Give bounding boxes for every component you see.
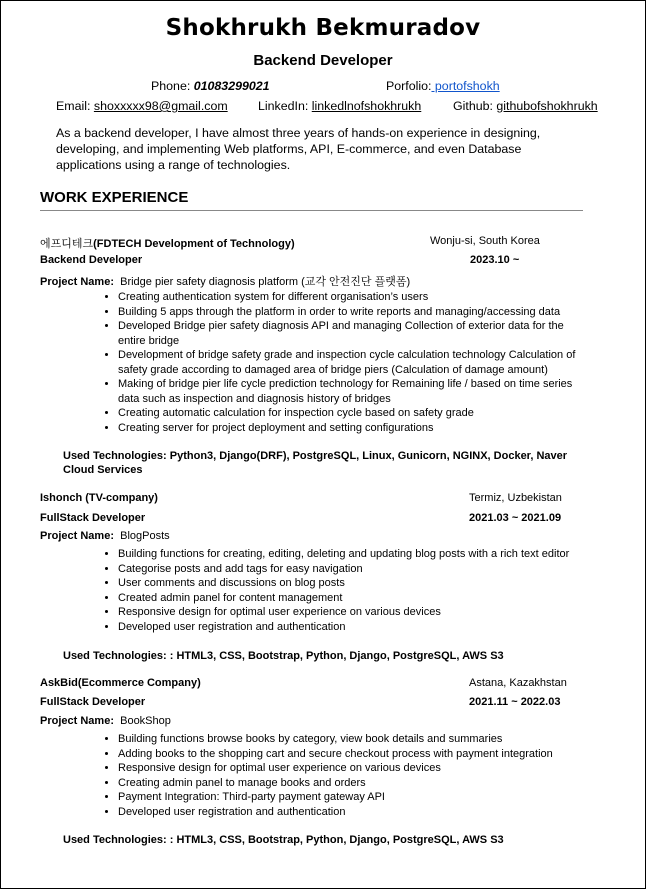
project-name: Bridge pier safety diagnosis platform (교각 안전진단 플랫폼) (120, 276, 411, 288)
used-technologies (63, 833, 568, 847)
job-dates: 2021.03 ~ 2021.09 (469, 512, 562, 524)
portfolio-line (386, 79, 500, 93)
project-line: Project Name: BookShop (40, 715, 171, 727)
tech-label: Used Technologies: (63, 650, 167, 662)
project-label: Project Name (40, 530, 111, 542)
section-title-work-experience: WORK EXPERIENCE (40, 189, 189, 206)
job-location: Astana, Kazakhstan (469, 677, 567, 689)
list-item: • Payment Integration: Third-party payment gateway API (118, 790, 588, 805)
portfolio-link[interactable]: portofshokh (431, 79, 500, 93)
list-item: • Created admin panel for content management (118, 591, 588, 606)
job-dates: 2021.11 ~ 2022.03 (469, 696, 561, 708)
job-location: Wonju-si, South Korea (430, 235, 540, 247)
project-label: Project Name (40, 715, 111, 727)
used-technologies (63, 449, 568, 477)
list-item: • Making of bridge pier life cycle prediction technology for Remaining life / based on time series data such as inspection and diagnosis history of bridges (118, 377, 588, 406)
tech-value: Python3, Django(DRF), PostgreSQL, Linux, Gunicorn, NGINX, Docker, Naver Cloud Services (63, 450, 568, 476)
tech-label: Used Technologies: (63, 834, 167, 846)
phone-value: 01083299021 (193, 79, 270, 93)
list-item: • Creating server for project deployment and setting configurations (118, 421, 588, 436)
list-item: • Development of bridge safety grade and inspection cycle calculation technology Calculation of safety grade according to damaged area of bridge piers (Calculation of damage amount) (118, 348, 588, 377)
job-position: FullStack Developer (40, 512, 146, 524)
linkedin-link[interactable]: linkedlnofshokhrukh (311, 99, 422, 113)
job-bullet-list (100, 732, 588, 819)
github-link[interactable]: githubofshokhrukh (496, 99, 598, 113)
list-item: • Creating authentication system for different organisation’s users (118, 290, 588, 305)
job-position: FullStack Developer (40, 696, 146, 708)
list-item: • Building 5 apps through the platform in order to write reports and managing/accessing data (118, 305, 588, 320)
email-link[interactable]: shoxxxxx98@gmail.com (93, 99, 228, 113)
list-item: • Developed Bridge pier safety diagnosis API and managing Collection of exterior data for the entire bridge (118, 319, 588, 348)
job-position: Backend Developer (40, 254, 143, 266)
job-location: Termiz, Uzbekistan (469, 492, 562, 504)
tech-label: Used Technologies: (63, 450, 167, 462)
project-name: BlogPosts (120, 530, 170, 542)
github-label: Github: (453, 99, 493, 113)
list-item: • Creating admin panel to manage books and orders (118, 776, 588, 791)
list-item: • User comments and discussions on blog posts (118, 576, 588, 591)
email-line (56, 99, 228, 113)
linkedin-label: LinkedIn: (258, 99, 309, 113)
list-item: • Adding books to the shopping cart and secure checkout process with payment integration (118, 747, 588, 762)
tech-value: : HTML3, CSS, Bootstrap, Python, Django, PostgreSQL, AWS S3 (169, 650, 504, 662)
summary-paragraph: As a backend developer, I have almost three years of hands-on experience in designing, developing, and implementing Web platforms, API, E-commerce, and even Database applications using a range of technologies. (56, 126, 541, 172)
company-name: (FDTECH Development of Technology) (93, 238, 295, 250)
list-item: • Developed user registration and authentication (118, 805, 588, 820)
list-item: • Developed user registration and authentication (118, 620, 588, 635)
phone-line (151, 79, 270, 93)
job-bullet-list (100, 547, 588, 634)
project-line: Project Name: BlogPosts (40, 530, 170, 542)
job-dates: 2023.10 ~ (470, 254, 520, 266)
github-line (453, 99, 598, 113)
list-item: • Responsive design for optimal user experience on various devices (118, 761, 588, 776)
tech-value: : HTML3, CSS, Bootstrap, Python, Django, PostgreSQL, AWS S3 (169, 834, 504, 846)
job-company-line: AskBid(Ecommerce Company) (40, 677, 201, 689)
linkedin-line (258, 99, 421, 113)
project-name: BookShop (120, 715, 171, 727)
list-item: • Building functions browse books by category, view book details and summaries (118, 732, 588, 747)
list-item: • Building functions for creating, editing, deleting and updating blog posts with a rich text editor (118, 547, 588, 562)
project-label: Project Name (40, 276, 111, 288)
phone-label: Phone: (151, 79, 191, 93)
portfolio-label: Porfolio: (386, 79, 432, 93)
email-label: Email: (56, 99, 91, 113)
candidate-role: Backend Developer (253, 52, 393, 69)
candidate-name: Shokhrukh Bekmuradov (165, 15, 481, 41)
project-line: Project Name: Bridge pier safety diagnosis platform (교각 안전진단 플랫폼) (40, 276, 411, 288)
section-divider (40, 210, 583, 211)
job-company-line: Ishonch (TV-company) (40, 492, 158, 504)
job-bullet-list (100, 290, 588, 435)
list-item: • Categorise posts and add tags for easy navigation (118, 562, 588, 577)
list-item: • Creating automatic calculation for inspection cycle based on safety grade (118, 406, 588, 421)
list-item: • Responsive design for optimal user experience on various devices (118, 605, 588, 620)
used-technologies (63, 649, 568, 663)
company-prefix: 에프디테크 (40, 238, 94, 250)
